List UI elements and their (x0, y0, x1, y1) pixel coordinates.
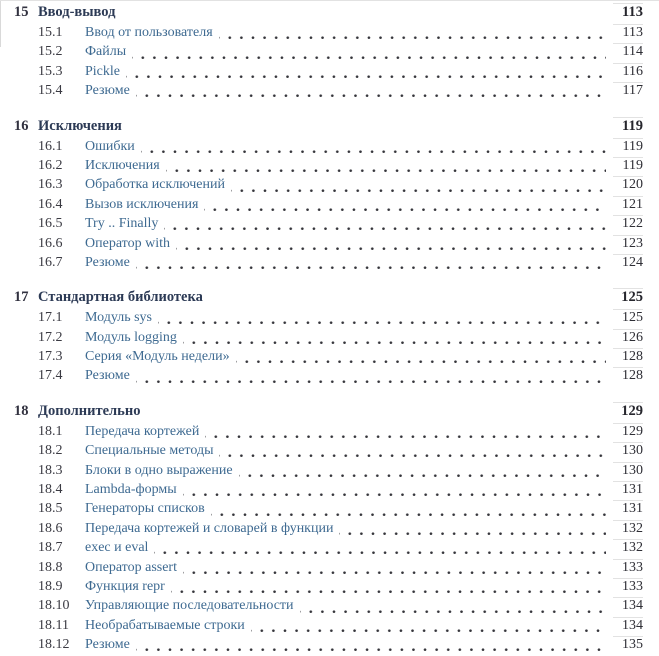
section-title[interactable]: Передача кортежей (85, 423, 200, 439)
section-row[interactable] (14, 578, 643, 597)
section-page-number[interactable]: 131 (613, 500, 643, 656)
section-title[interactable]: Модуль sys (85, 310, 152, 326)
chapter-entry (14, 288, 643, 387)
section-page-number[interactable]: 119 (613, 157, 643, 656)
chapter-number: 16 (14, 117, 29, 134)
section-title[interactable]: exec и eval (85, 540, 149, 556)
chapter-page-number[interactable]: 113 (613, 3, 643, 656)
section-number: 17.4 (38, 368, 63, 384)
section-page-number[interactable]: 134 (613, 597, 643, 656)
dot-leader (126, 63, 606, 82)
section-row[interactable] (14, 24, 643, 43)
section-number: 15.1 (38, 25, 63, 40)
section-row[interactable] (14, 82, 643, 101)
section-number: 16.6 (38, 235, 63, 251)
section-page-number[interactable]: 126 (613, 329, 643, 656)
section-row[interactable] (14, 138, 643, 157)
section-title[interactable]: Необрабатываемые строки (85, 617, 245, 633)
section-page-number[interactable]: 131 (613, 481, 643, 656)
section-page-number[interactable]: 125 (613, 309, 643, 656)
dot-leader (205, 423, 606, 442)
section-number: 15.3 (38, 63, 63, 79)
section-title[interactable]: Передача кортежей и словарей в функции (85, 520, 334, 536)
chapter-page-number[interactable]: 119 (613, 117, 643, 656)
section-row[interactable] (14, 500, 643, 519)
section-number: 18.8 (38, 559, 63, 575)
section-number: 17.1 (38, 310, 63, 326)
chapter-title[interactable]: Ввод-вывод (38, 4, 116, 20)
page-left-edge (0, 1, 1, 47)
chapter-row[interactable] (14, 117, 643, 138)
section-row[interactable] (14, 539, 643, 558)
section-row[interactable] (14, 348, 643, 367)
dot-leader (239, 462, 606, 481)
section-page-number[interactable]: 133 (613, 578, 643, 656)
section-title[interactable]: Pickle (85, 63, 120, 79)
section-page-number[interactable]: 113 (613, 24, 643, 656)
section-row[interactable] (14, 442, 643, 461)
section-page-number[interactable]: 116 (613, 63, 643, 656)
section-page-number[interactable]: 120 (613, 176, 643, 656)
section-row[interactable] (14, 462, 643, 481)
section-number: 16.2 (38, 157, 63, 173)
dot-leader (183, 559, 606, 578)
chapter-title[interactable]: Стандартная библиотека (38, 289, 203, 306)
dot-leader (136, 254, 606, 273)
section-number: 18.2 (38, 443, 63, 459)
dot-leader (176, 235, 606, 254)
chapter-page-number[interactable]: 129 (613, 402, 643, 656)
section-row[interactable] (14, 367, 643, 386)
section-title[interactable]: Управляющие последовательности (85, 598, 294, 614)
section-page-number[interactable]: 122 (613, 215, 643, 656)
section-number: 18.1 (38, 423, 63, 439)
section-number: 18.3 (38, 462, 63, 478)
section-title[interactable]: Резюме (85, 368, 130, 384)
section-page-number[interactable]: 119 (613, 138, 643, 656)
section-title[interactable]: Обработка исключений (85, 177, 225, 193)
section-page-number[interactable]: 121 (613, 196, 643, 656)
section-title[interactable]: Резюме (85, 83, 130, 99)
dot-leader (183, 329, 606, 348)
section-number: 18.4 (38, 482, 63, 498)
dot-leader (158, 309, 606, 328)
section-page-number[interactable]: 114 (613, 43, 643, 656)
chapter-number: 18 (14, 402, 29, 419)
dot-leader (231, 176, 606, 195)
section-page-number[interactable]: 132 (613, 520, 643, 656)
section-title[interactable]: Исключения (85, 157, 160, 173)
dot-leader (251, 617, 606, 636)
section-number: 18.9 (38, 578, 63, 594)
dot-leader (300, 597, 606, 616)
dot-leader (171, 578, 606, 597)
section-page-number[interactable]: 117 (613, 82, 643, 656)
section-page-number[interactable]: 130 (613, 442, 643, 656)
section-title[interactable]: Оператор assert (85, 559, 177, 575)
dot-leader (339, 520, 606, 539)
dot-leader (136, 82, 606, 101)
section-page-number[interactable]: 124 (613, 254, 643, 656)
section-number: 18.10 (38, 598, 70, 614)
section-row[interactable] (14, 559, 643, 578)
dot-leader (204, 196, 606, 215)
section-number: 18.11 (38, 617, 69, 633)
section-title[interactable]: Ввод от пользователя (85, 25, 213, 40)
section-number: 16.3 (38, 177, 63, 193)
section-title[interactable]: Try .. Finally (85, 216, 159, 232)
chapter-entry (14, 402, 643, 656)
chapter-entry (14, 3, 643, 102)
section-title[interactable]: Файлы (85, 44, 127, 60)
section-page-number[interactable]: 134 (613, 617, 643, 656)
section-title[interactable]: Специальные методы (85, 443, 214, 459)
dot-leader (141, 138, 606, 157)
section-page-number[interactable]: 129 (613, 423, 643, 656)
section-row[interactable] (14, 309, 643, 328)
chapter-entry (14, 117, 643, 274)
section-row[interactable] (14, 636, 643, 655)
section-row[interactable] (14, 254, 643, 273)
dot-leader (236, 348, 606, 367)
section-number: 15.2 (38, 44, 63, 60)
section-title[interactable]: Серия «Модуль недели» (85, 349, 230, 365)
section-title[interactable]: Lambda-формы (85, 482, 177, 498)
dot-leader (219, 442, 606, 461)
section-row[interactable] (14, 176, 643, 195)
section-title[interactable]: Ошибки (85, 138, 135, 154)
dot-leader (132, 43, 606, 62)
chapter-title[interactable]: Дополнительно (38, 402, 141, 419)
section-page-number[interactable]: 133 (613, 559, 643, 656)
toc (0, 1, 659, 656)
section-row[interactable] (14, 329, 643, 348)
dot-leader (183, 481, 606, 500)
section-page-number[interactable]: 123 (613, 235, 643, 656)
section-row[interactable] (14, 597, 643, 616)
dot-leader (136, 636, 606, 655)
section-number: 16.1 (38, 138, 63, 154)
section-title[interactable]: Блоки в одно выражение (85, 462, 233, 478)
section-row[interactable] (14, 235, 643, 254)
section-number: 16.7 (38, 254, 63, 270)
section-number: 18.12 (38, 637, 70, 653)
section-title[interactable]: Генераторы списков (85, 501, 205, 517)
section-row[interactable] (14, 63, 643, 82)
section-number: 17.3 (38, 349, 63, 365)
section-number: 15.4 (38, 83, 63, 99)
section-title[interactable]: Функция repr (85, 578, 165, 594)
chapter-number: 17 (14, 289, 29, 306)
section-number: 16.4 (38, 196, 63, 212)
chapter-row[interactable] (14, 402, 643, 423)
section-row[interactable] (14, 617, 643, 636)
chapter-page-number[interactable]: 125 (613, 288, 643, 656)
chapter-row[interactable] (14, 3, 643, 24)
section-number: 18.7 (38, 540, 63, 556)
dot-leader (166, 157, 606, 176)
chapter-title[interactable]: Исключения (38, 117, 122, 134)
section-title[interactable]: Резюме (85, 254, 130, 270)
chapter-number: 15 (14, 4, 29, 20)
section-title[interactable]: Вызов исключения (85, 196, 199, 212)
section-row[interactable] (14, 520, 643, 539)
section-title[interactable]: Модуль logging (85, 329, 177, 345)
section-row[interactable] (14, 481, 643, 500)
section-page-number[interactable]: 128 (613, 367, 643, 656)
section-number: 18.5 (38, 501, 63, 517)
dot-leader (219, 24, 606, 43)
dot-leader (211, 500, 606, 519)
section-page-number[interactable]: 130 (613, 462, 643, 656)
chapter-row[interactable] (14, 288, 643, 309)
section-number: 18.6 (38, 520, 63, 536)
section-number: 17.2 (38, 329, 63, 345)
dot-leader (164, 215, 606, 234)
section-title[interactable]: Оператор with (85, 235, 170, 251)
dot-leader (154, 539, 606, 558)
section-row[interactable] (14, 157, 643, 176)
section-title[interactable]: Резюме (85, 637, 130, 653)
dot-leader (136, 367, 606, 386)
section-row[interactable] (14, 215, 643, 234)
section-row[interactable] (14, 423, 643, 442)
section-page-number[interactable]: 135 (613, 636, 643, 656)
section-number: 16.5 (38, 216, 63, 232)
section-row[interactable] (14, 43, 643, 62)
section-row[interactable] (14, 196, 643, 215)
section-page-number[interactable]: 132 (613, 539, 643, 656)
section-page-number[interactable]: 128 (613, 348, 643, 656)
